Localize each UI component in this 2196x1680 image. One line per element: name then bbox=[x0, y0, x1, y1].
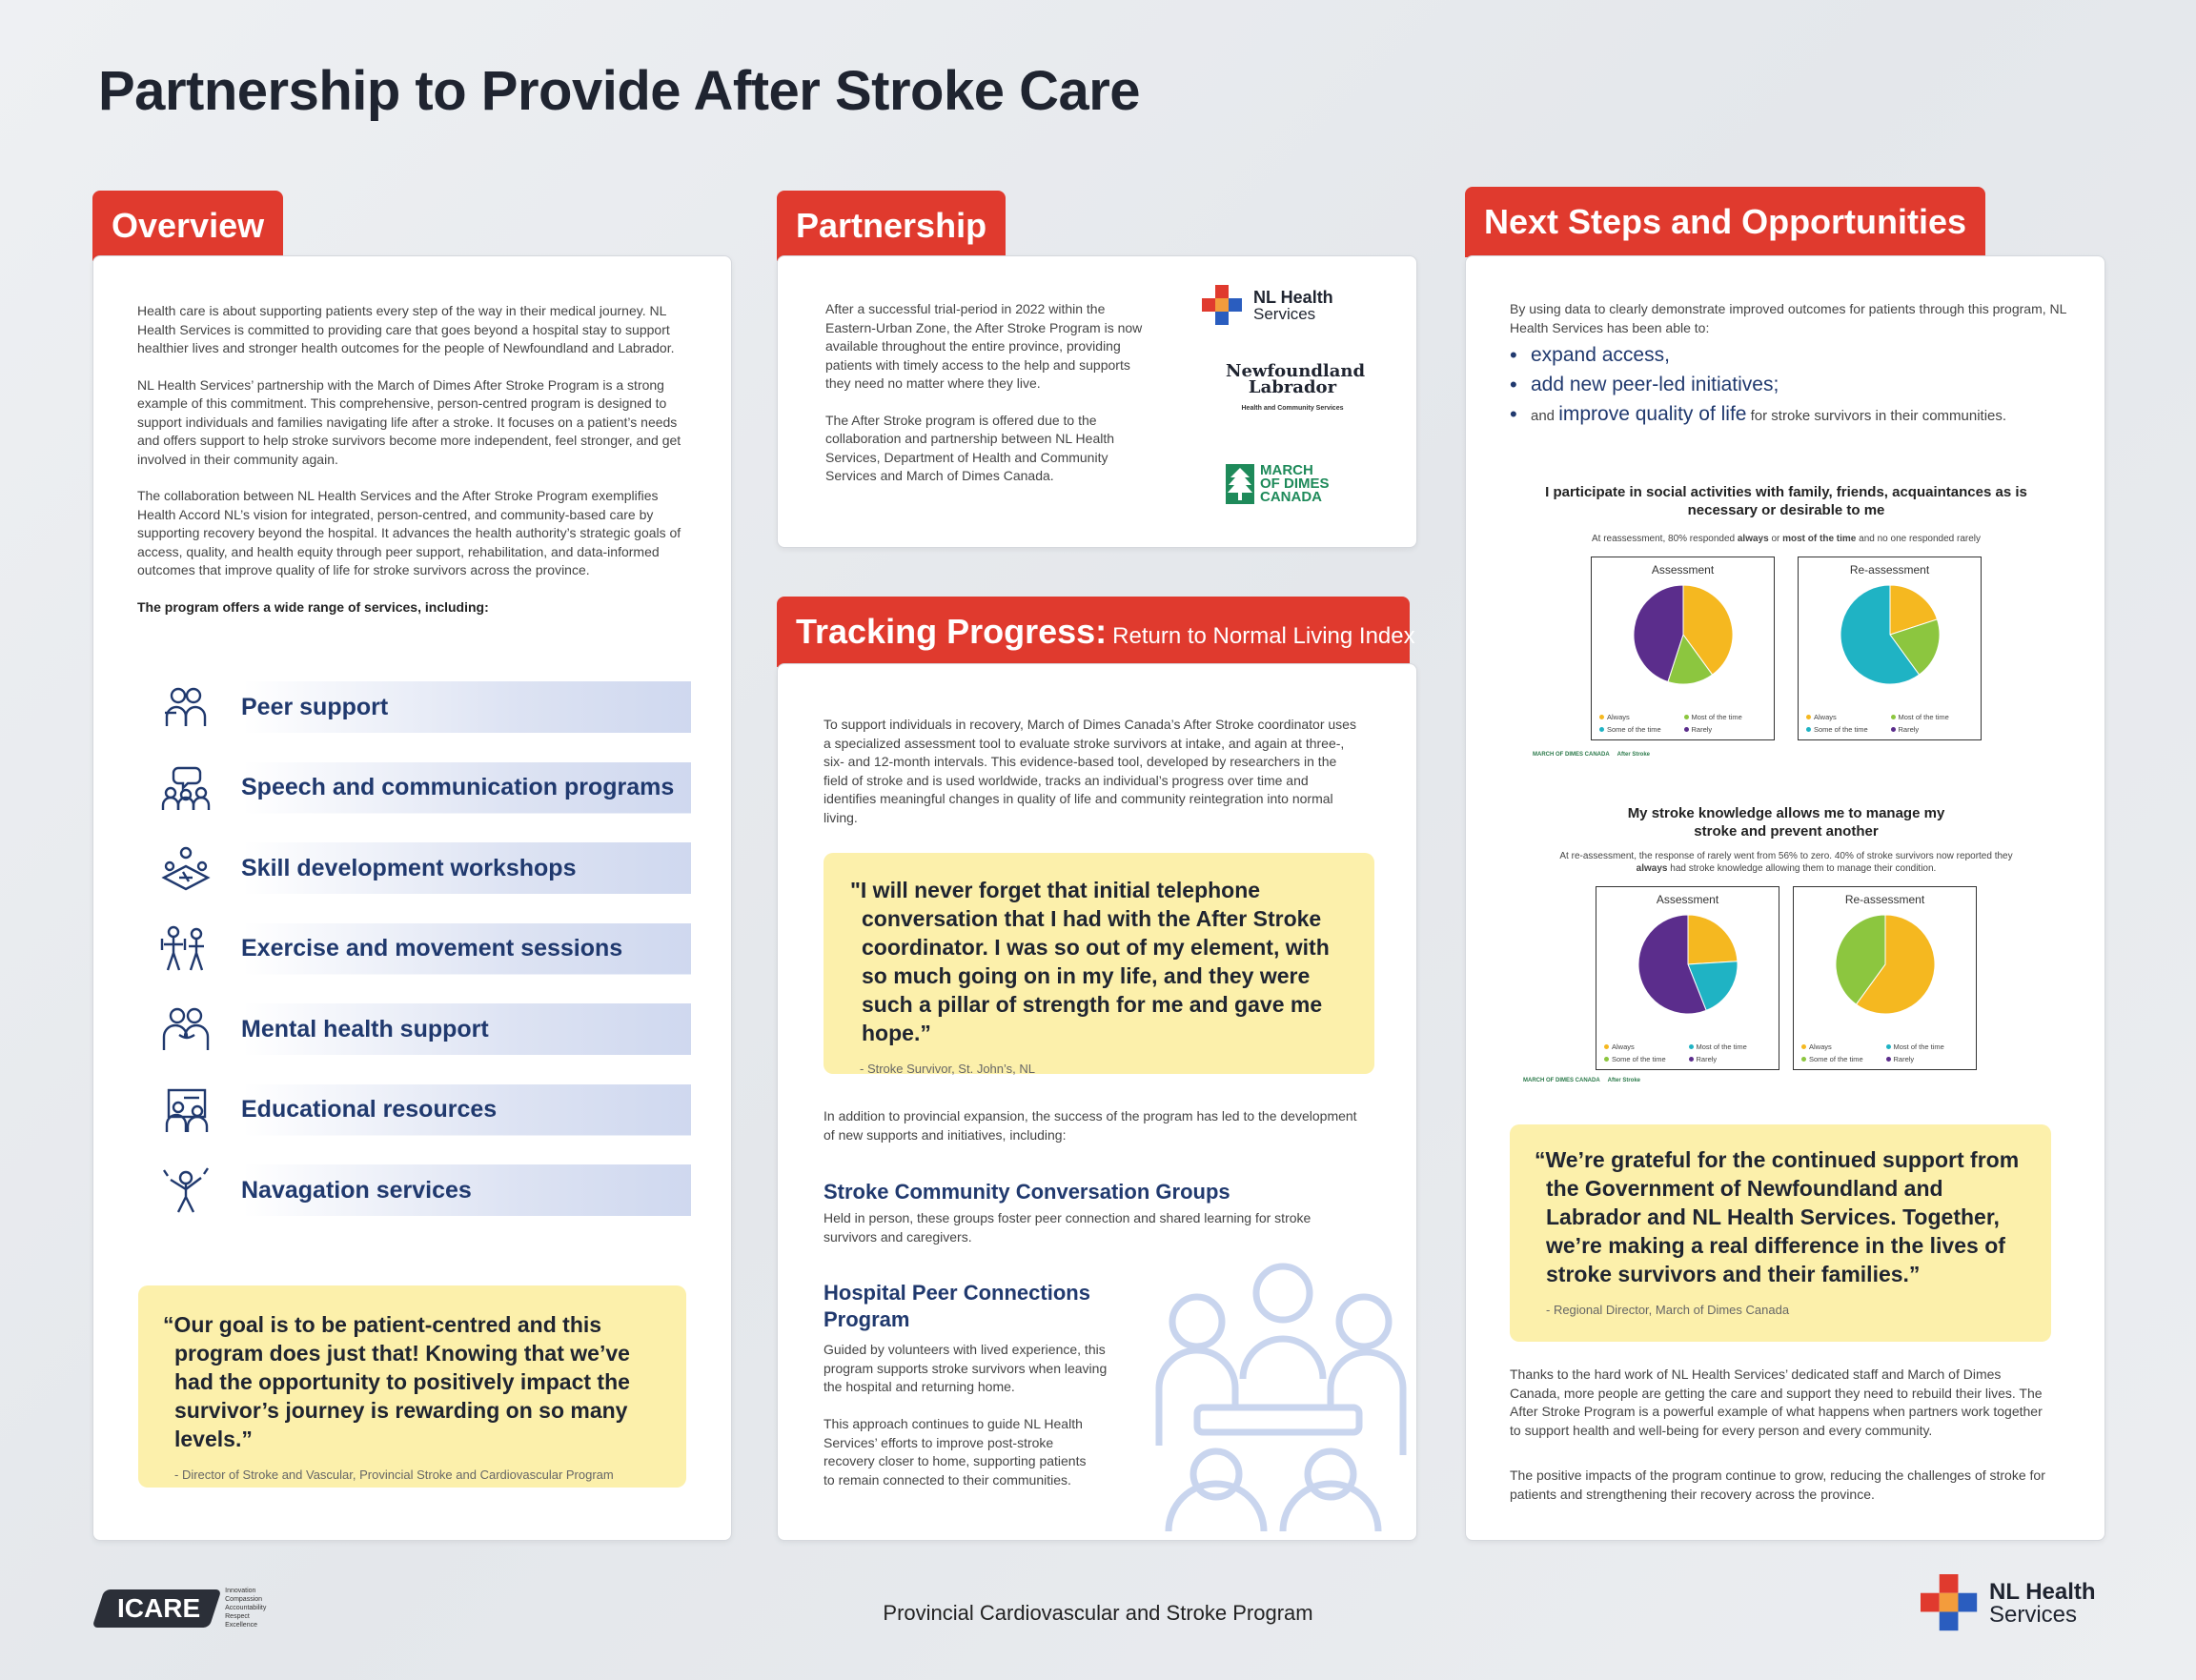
outcome-text: improve quality of life bbox=[1558, 403, 1747, 425]
legend-text: Rarely bbox=[1898, 725, 1920, 734]
overview-panel bbox=[92, 255, 732, 1541]
next-steps-intro: By using data to clearly demonstrate improved outcomes for patients through this program, NL Health Services has been able to: bbox=[1510, 301, 2066, 335]
chart-legend bbox=[1806, 713, 1975, 734]
service-label: Skill development workshops bbox=[241, 854, 577, 881]
legend-text: Some of the time bbox=[1814, 725, 1868, 734]
chart-legend bbox=[1599, 713, 1768, 734]
pie-label: Re-assessment bbox=[1844, 893, 1925, 906]
legend-text: Some of the time bbox=[1607, 725, 1661, 734]
tab-partnership: Partnership bbox=[777, 191, 1006, 261]
pie-chart-box bbox=[1798, 557, 1982, 740]
outcomes-list bbox=[1510, 344, 2082, 433]
outcome-suffix: for stroke survivors in their communities. bbox=[1746, 408, 2007, 424]
service-item bbox=[157, 842, 691, 894]
legend-text: Always bbox=[1612, 1042, 1635, 1051]
note-part: had stroke knowledge allowing them to manage their condition. bbox=[1667, 863, 1937, 874]
legend-text: Rarely bbox=[1691, 725, 1713, 734]
legend-text: Some of the time bbox=[1809, 1055, 1863, 1063]
note-part: At re-assessment, the response of rarely went from 56% to zero. 40% of stroke survivors now reported they bbox=[1559, 851, 2013, 861]
partnership-paragraph: After a successful trial-period in 2022 within the Eastern-Urban Zone, the After Stroke Program is now available throughout the entire province, providing patients with timely access to the help and supports they need no matter where they live. bbox=[825, 301, 1143, 391]
legend-text: Rarely bbox=[1893, 1055, 1915, 1063]
legend-item bbox=[1599, 713, 1684, 721]
chart-legend bbox=[1801, 1042, 1970, 1063]
legend-item bbox=[1801, 1042, 1886, 1051]
outcome-item bbox=[1510, 403, 2082, 426]
chart-social-activities bbox=[1466, 483, 2106, 740]
service-label: Speech and communication programs bbox=[241, 774, 675, 800]
legend-text: Always bbox=[1809, 1042, 1832, 1051]
people-meeting-illustration bbox=[1140, 1255, 1407, 1531]
legend-item bbox=[1891, 713, 1976, 721]
next-steps-closing: Thanks to the hard work of NL Health Services’ dedicated staff and March of Dimes Canada, more people are getting the care and support they need to rebuild their lives. The After Stroke Program is a powerful example of what happens when partners work together to support health and well-being for every person and every community. bbox=[1510, 1366, 2043, 1438]
service-label: Exercise and movement sessions bbox=[241, 935, 623, 961]
chart-source-logos bbox=[1523, 1078, 1640, 1083]
legend-item bbox=[1689, 1055, 1774, 1063]
outcome-prefix: and bbox=[1531, 408, 1559, 424]
note-part: and no one responded rarely bbox=[1856, 534, 1982, 544]
chart-title: My stroke knowledge allows me to manage my stroke and prevent another bbox=[1627, 805, 1945, 840]
icare-value: Respect bbox=[225, 1613, 250, 1620]
legend-text: Some of the time bbox=[1612, 1055, 1666, 1063]
quote-text: "I will never forget that initial telephone conversation that I had with the After Stroke coordinator. I was so out of my element, with so much going on in my life, and they were such a pillar of strength for me and gave me hope.” bbox=[850, 878, 1330, 1045]
chart-source-logos bbox=[1533, 752, 1650, 758]
legend-item bbox=[1689, 1042, 1774, 1051]
icare-text: ICARE bbox=[117, 1592, 201, 1623]
tracking-quote bbox=[824, 853, 1374, 1074]
chart-legend bbox=[1604, 1042, 1773, 1063]
footer-nl-health-logo bbox=[1921, 1574, 2096, 1633]
legend-item bbox=[1886, 1055, 1971, 1063]
icare-value: Accountability bbox=[225, 1605, 267, 1611]
pie-pair bbox=[1466, 886, 2106, 1070]
pie-chart bbox=[1833, 912, 1938, 1017]
service-label: Peer support bbox=[241, 693, 389, 720]
service-item bbox=[157, 681, 691, 733]
service-item bbox=[157, 923, 691, 975]
legend-item bbox=[1604, 1042, 1689, 1051]
quote-source: - Regional Director, March of Dimes Canada bbox=[1546, 1303, 1790, 1317]
icare-value: Innovation bbox=[225, 1588, 256, 1594]
tracking-closing: This approach continues to guide NL Health Services’ efforts to improve post-stroke recovery closer to home, supporting patients to remain connected to their communities. bbox=[824, 1416, 1087, 1488]
logo-line: Services bbox=[1989, 1602, 2078, 1628]
logo-line: Labrador bbox=[1248, 377, 1337, 397]
pie-chart-box bbox=[1793, 886, 1977, 1070]
quote-source: - Stroke Survivor, St. John’s, NL bbox=[860, 1062, 1035, 1076]
tab-tracking-progress bbox=[777, 597, 1415, 667]
tab-subtitle: Return to Normal Living Index bbox=[1112, 623, 1415, 649]
logo-line: MARCH bbox=[1260, 462, 1313, 478]
partnership-panel bbox=[777, 255, 1417, 548]
chart-note bbox=[1466, 850, 2106, 875]
note-part: At reassessment, 80% responded bbox=[1591, 534, 1738, 544]
service-label: Mental health support bbox=[241, 1015, 489, 1042]
overview-paragraph: The collaboration between NL Health Services and the After Stroke Program exemplifies Health Accord NL’s vision for integrated, person-centred, and community-based care by supporting recovery beyond the hospital. It advances the health authority’s strategic goals of access, quality, and health equity through peer support, rehabilitation, and data-informed outcomes that improve quality of life for stroke survivors across the province. bbox=[137, 488, 681, 577]
note-part: or bbox=[1768, 534, 1783, 544]
tracking-intro: To support individuals in recovery, March of Dimes Canada’s After Stroke coordinator uses a specialized assessment tool to evaluate stroke survivors at intake, and again at three-, six- and 12-month intervals. This evidence-based tool, developed by researchers in the field of stroke and is used worldwide, tracks an individual’s progress over time and identifies meaningful changes in quality of life and community reintegration into normal living. bbox=[824, 717, 1356, 825]
nl-health-cross-icon bbox=[1202, 285, 1244, 327]
logo-line: NL Health bbox=[1253, 288, 1333, 307]
peer-support-icon bbox=[157, 681, 214, 733]
gov-nl-logo bbox=[1226, 361, 1366, 412]
note-part: always bbox=[1636, 863, 1668, 874]
pie-chart-box bbox=[1596, 886, 1779, 1070]
legend-text: Rarely bbox=[1696, 1055, 1718, 1063]
mini-logo: MARCH OF DIMES CANADA bbox=[1523, 1078, 1600, 1083]
pie-chart bbox=[1838, 582, 1942, 687]
legend-text: Most of the time bbox=[1691, 713, 1742, 721]
pie-label: Re-assessment bbox=[1849, 563, 1930, 577]
next-steps-quote bbox=[1510, 1124, 2051, 1342]
service-item bbox=[157, 1003, 691, 1055]
footer-program-name: Provincial Cardiovascular and Stroke Program bbox=[883, 1601, 1313, 1625]
legend-item bbox=[1806, 713, 1891, 721]
pie-chart bbox=[1631, 582, 1736, 687]
service-label: Educational resources bbox=[241, 1096, 498, 1123]
tab-next-steps: Next Steps and Opportunities bbox=[1465, 187, 1985, 257]
pie-label: Assessment bbox=[1656, 893, 1719, 906]
nl-health-cross-icon bbox=[1921, 1574, 1980, 1633]
legend-text: Always bbox=[1607, 713, 1630, 721]
initiative-title: Hospital Peer Connections Program bbox=[824, 1281, 1090, 1331]
pie-label: Assessment bbox=[1651, 563, 1715, 577]
outcome-item bbox=[1510, 374, 2082, 396]
legend-text: Most of the time bbox=[1696, 1042, 1747, 1051]
navigation-icon bbox=[157, 1164, 214, 1216]
workshop-icon bbox=[157, 842, 214, 894]
mini-logo: MARCH OF DIMES CANADA bbox=[1533, 752, 1610, 758]
logo-line: Services bbox=[1253, 305, 1316, 323]
legend-item bbox=[1801, 1055, 1886, 1063]
tracking-panel bbox=[777, 663, 1417, 1541]
speech-icon bbox=[157, 762, 214, 814]
mini-logo: After Stroke bbox=[1616, 752, 1651, 758]
next-steps-closing: The positive impacts of the program continue to grow, reducing the challenges of stroke for patients and strengthening their recovery across the province. bbox=[1510, 1467, 2045, 1502]
outcome-text: expand access, bbox=[1531, 344, 1670, 366]
logo-line: OF DIMES bbox=[1260, 476, 1330, 492]
icare-value: Compassion bbox=[225, 1596, 263, 1603]
tab-title: Tracking Progress: bbox=[796, 612, 1108, 651]
outcome-text: add new peer-led initiatives; bbox=[1531, 374, 1779, 395]
legend-item bbox=[1684, 725, 1769, 734]
pie-pair bbox=[1466, 557, 2106, 740]
logo-line: Health and Community Services bbox=[1241, 405, 1344, 412]
service-item bbox=[157, 762, 691, 814]
march-of-dimes-logo bbox=[1226, 464, 1330, 504]
tree-icon bbox=[1226, 464, 1254, 504]
legend-text: Always bbox=[1814, 713, 1837, 721]
overview-text bbox=[137, 302, 690, 617]
legend-text: Most of the time bbox=[1893, 1042, 1944, 1051]
chart-note bbox=[1466, 533, 2106, 545]
exercise-icon bbox=[157, 923, 214, 975]
pie-slice-always bbox=[1688, 915, 1738, 964]
initiative-desc: Guided by volunteers with lived experience, this program supports stroke survivors when leaving the hospital and returning home. bbox=[824, 1342, 1108, 1394]
services-intro: The program offers a wide range of services, including: bbox=[137, 598, 489, 615]
quote-source: - Director of Stroke and Vascular, Provincial Stroke and Cardiovascular Program bbox=[174, 1467, 614, 1482]
icare-value: Excellence bbox=[225, 1622, 257, 1629]
service-item bbox=[157, 1084, 691, 1136]
pie-chart-box bbox=[1591, 557, 1775, 740]
chart-stroke-knowledge bbox=[1466, 804, 2106, 1070]
legend-item bbox=[1886, 1042, 1971, 1051]
note-part: always bbox=[1737, 534, 1769, 544]
note-line bbox=[1466, 862, 2106, 875]
mini-logo: After Stroke bbox=[1607, 1078, 1641, 1083]
quote-text: “We’re grateful for the continued support from the Government of Newfoundland and Labrador and NL Health Services. Together, we’re making a real difference in the lives of stroke survivors and their families.” bbox=[1535, 1147, 2020, 1286]
legend-item bbox=[1806, 725, 1891, 734]
legend-item bbox=[1684, 713, 1769, 721]
nl-health-logo bbox=[1202, 285, 1333, 327]
legend-item bbox=[1891, 725, 1976, 734]
logo-line: CANADA bbox=[1260, 489, 1322, 505]
legend-item bbox=[1604, 1055, 1689, 1063]
logo-line: Newfoundland bbox=[1226, 361, 1366, 381]
education-icon bbox=[157, 1084, 214, 1136]
expansion-text: In addition to provincial expansion, the success of the program has led to the development of new supports and initiatives, including: bbox=[824, 1108, 1357, 1143]
service-item bbox=[157, 1164, 691, 1216]
quote-text: “Our goal is to be patient-centred and this program does just that! Knowing that we’ve had the opportunity to positively impact the survivor’s journey is rewarding on so many levels.” bbox=[163, 1312, 630, 1451]
overview-quote bbox=[138, 1285, 686, 1488]
chart-title: I participate in social activities with family, friends, acquaintances as is necessary or desirable to me bbox=[1545, 484, 2027, 518]
services-list bbox=[157, 681, 691, 1245]
overview-paragraph: NL Health Services’ partnership with the March of Dimes After Stroke Program is a strong example of this commitment. This comprehensive, person-centred program is designed to support individuals and families navigating life after a stroke. It focuses on a patient’s needs and offers support to help stroke survivors become more independent, feel stronger, and get involved in their community again. bbox=[137, 376, 681, 467]
partnership-text bbox=[825, 300, 1154, 504]
mental-health-icon bbox=[157, 1003, 214, 1055]
tab-overview: Overview bbox=[92, 191, 283, 261]
outcome-item bbox=[1510, 344, 2082, 367]
service-label: Navagation services bbox=[241, 1176, 472, 1204]
legend-text: Most of the time bbox=[1898, 713, 1949, 721]
next-steps-panel bbox=[1465, 255, 2105, 1541]
logo-line: NL Health bbox=[1989, 1579, 2096, 1605]
pie-chart bbox=[1636, 912, 1740, 1017]
overview-paragraph: Health care is about supporting patients every step of the way in their medical journey. NL Health Services is committed to providing care that goes beyond a hospital stay to support healthier lives and stronger health outcomes for the people of Newfoundland and Labrador. bbox=[137, 303, 675, 355]
initiative-desc: Held in person, these groups foster peer connection and shared learning for stroke survivors and caregivers. bbox=[824, 1210, 1312, 1245]
note-part: most of the time bbox=[1782, 534, 1857, 544]
initiative-title: Stroke Community Conversation Groups bbox=[824, 1180, 1230, 1204]
legend-item bbox=[1599, 725, 1684, 734]
partnership-paragraph: The After Stroke program is offered due to the collaboration and partnership between NL Health Services, Department of Health and Community Services and March of Dimes Canada. bbox=[825, 412, 1115, 483]
page-title: Partnership to Provide After Stroke Care bbox=[98, 60, 1141, 122]
